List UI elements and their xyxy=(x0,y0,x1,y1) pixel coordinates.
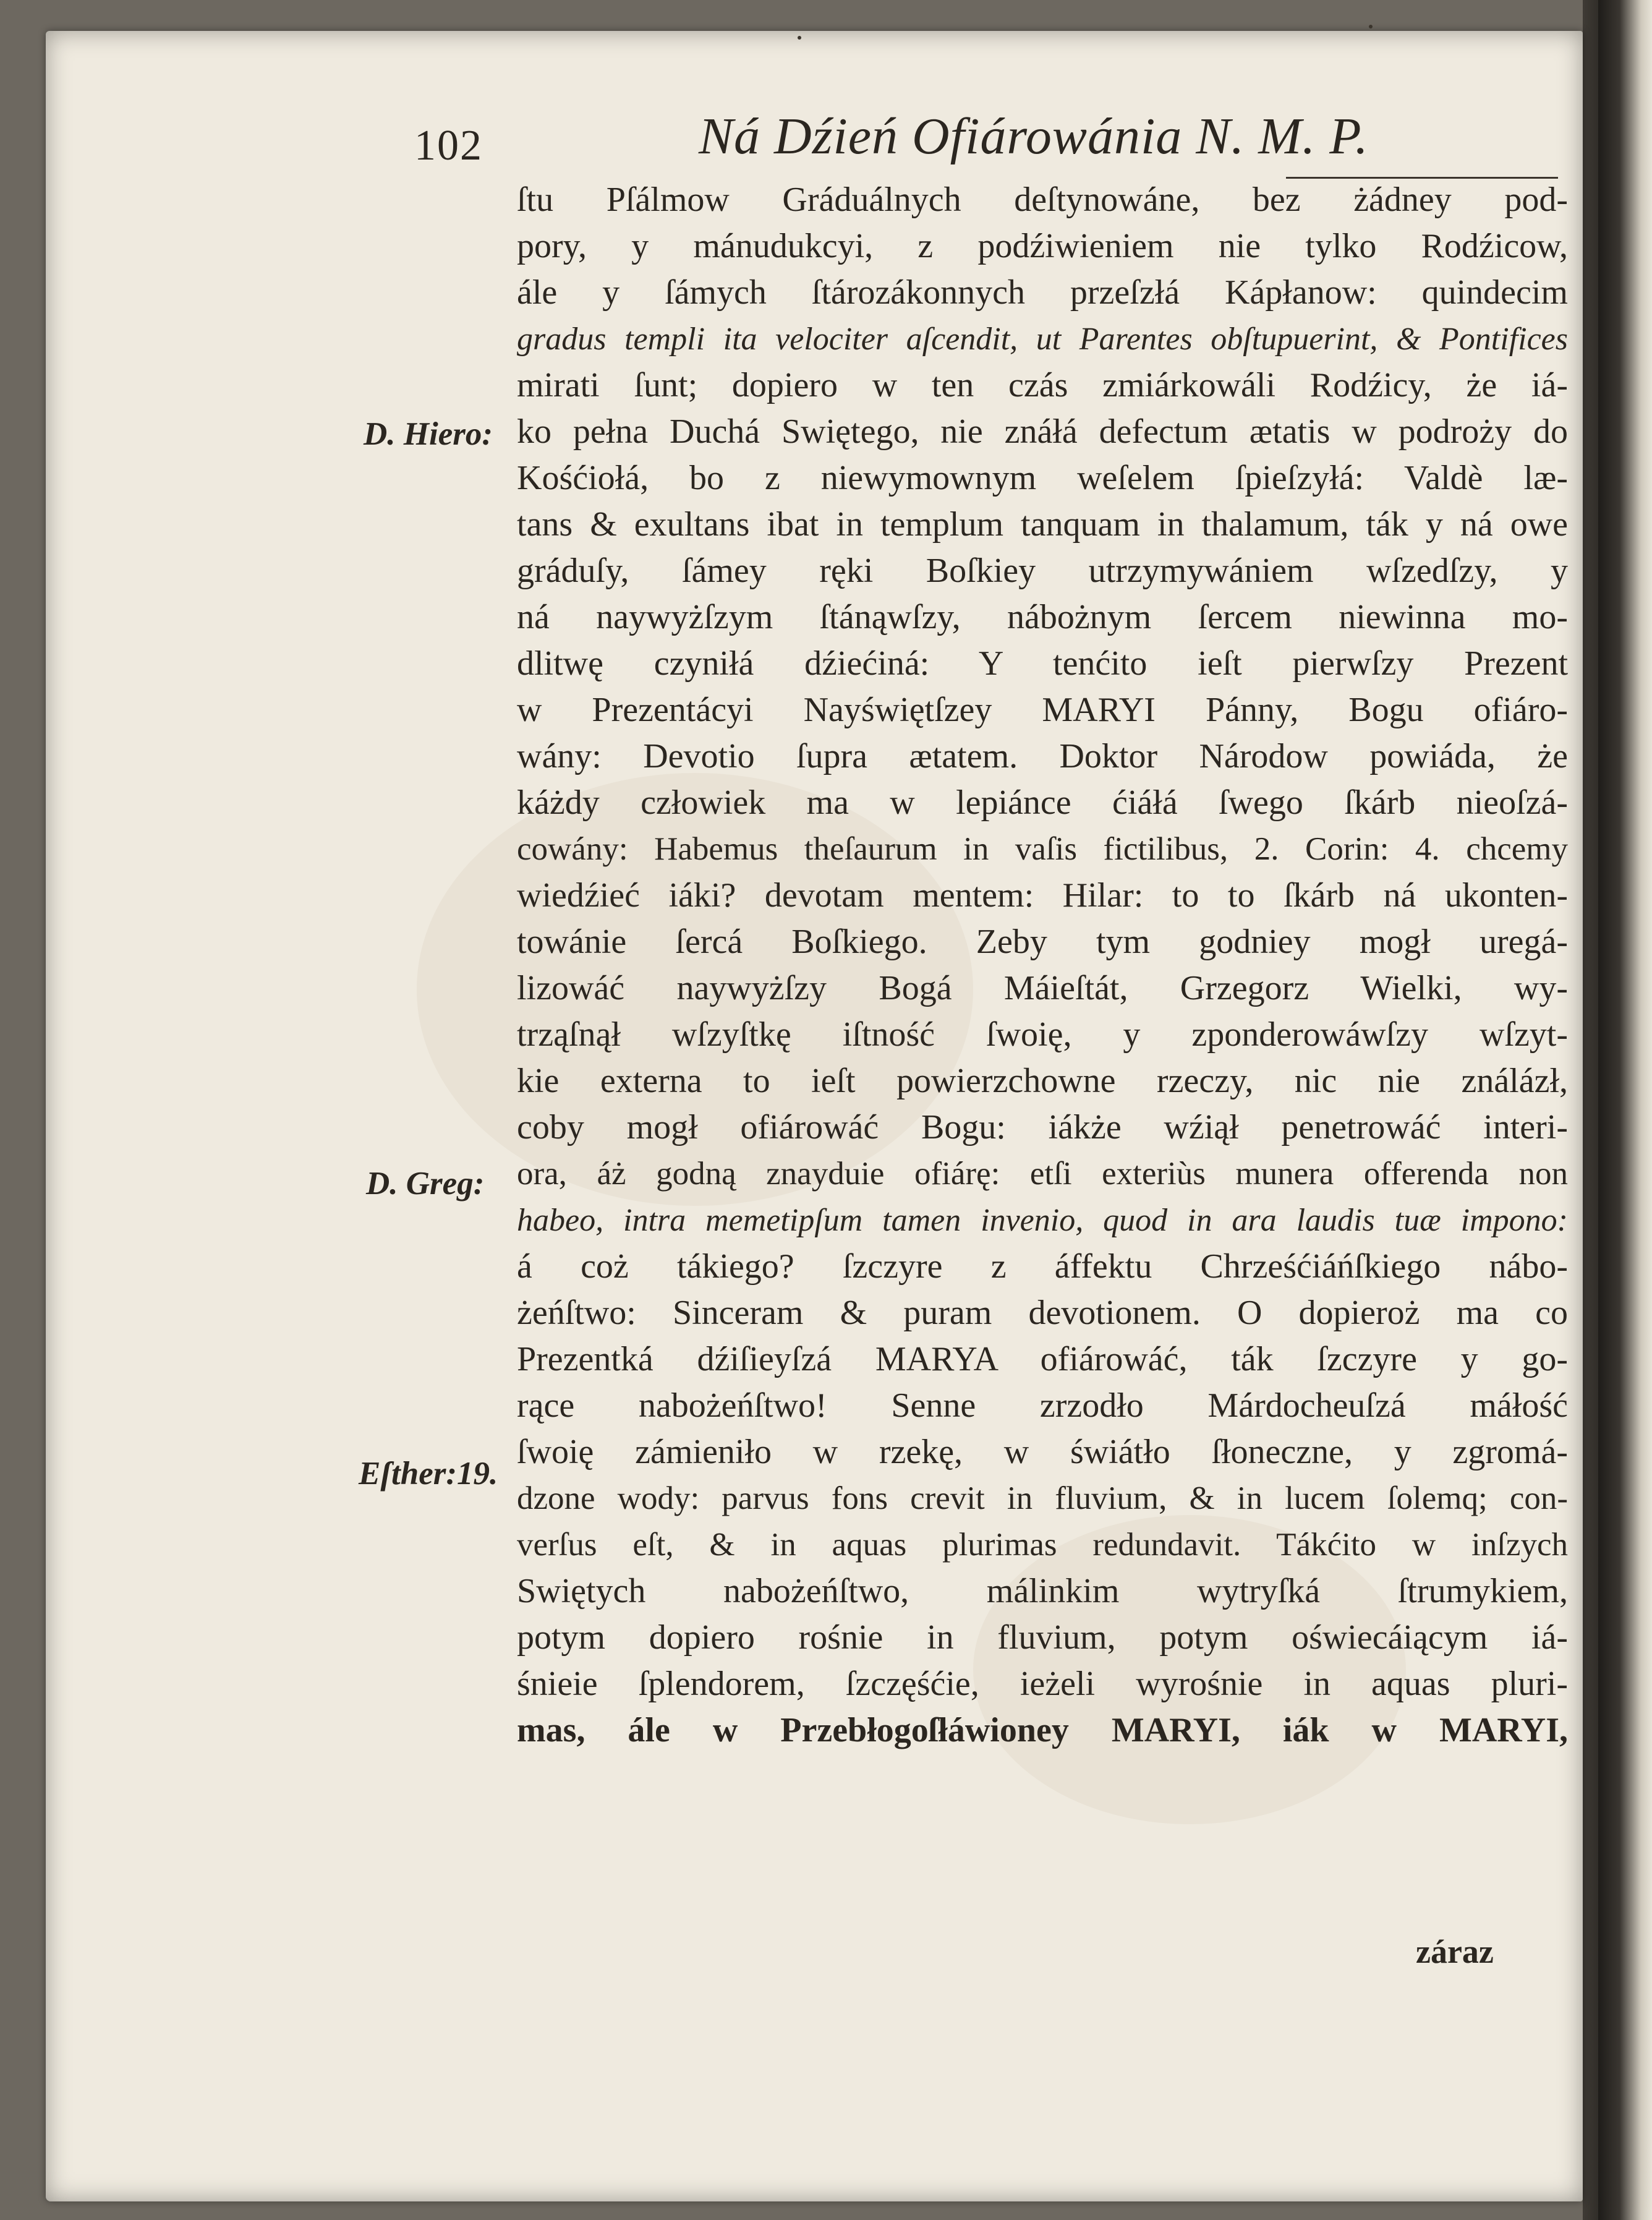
text-line: coby mogł ofiárowáć Bogu: iákże wźiął penetrowáć interi- xyxy=(517,1108,1568,1146)
margin-note-greg: D. Greg: xyxy=(366,1166,485,1202)
text-line: gráduſy, ſámey ręki Boſkiey utrzymywániem wſzedſzy, y xyxy=(517,552,1568,590)
margin-note-esther: Eſther:19. xyxy=(359,1456,498,1492)
text-line: dzone wody: parvus fons crevit in fluvium, & in lucem ſolemq; con- xyxy=(517,1480,1568,1516)
facing-page-edge xyxy=(1598,0,1652,2220)
text-line: káżdy człowiek ma w lepiánce ćiáłá ſwego ſkárb nieoſzá- xyxy=(517,783,1568,822)
text-line: wiedźieć iáki? devotam mentem: Hilar: to to ſkárb ná ukonten- xyxy=(517,876,1568,915)
text-line: tans & exultans ibat in templum tanquam in thalamum, ták y ná owe xyxy=(517,505,1568,544)
body-text xyxy=(517,177,1568,1754)
text-line: Kośćiołá, bo z niewymownym weſelem ſpieſzyłá: Valdè læ- xyxy=(517,459,1568,497)
text-line: gradus templi ita velociter aſcendit, ut Parentes obſtupuerint, & Pontifices xyxy=(517,322,1568,357)
text-line: ále y ſámych ſtározákonnych przeſzłá Kápłanow: quindecim xyxy=(517,273,1568,312)
catchword: záraz xyxy=(1416,1933,1494,1970)
text-line: Swiętych nabożeńſtwo, málinkim wytryſká ſtrumykiem, xyxy=(517,1572,1568,1610)
text-line: mirati ſunt; dopiero w ten czás zmiárkowáli Rodźicy, że iá- xyxy=(517,366,1568,404)
text-line: ná naywyżſzym ſtánąwſzy, nábożnym ſercem niewinna mo- xyxy=(517,598,1568,636)
text-line: mas, ále w Przebłogoſłáwioney MARYI, iák w MARYI, xyxy=(517,1711,1568,1749)
text-line: Prezentká dźiſieyſzá MARYA ofiárowáć, ták ſzczyre y go- xyxy=(517,1340,1568,1378)
text-line: potym dopiero rośnie in fluvium, potym oświecáiącym iá- xyxy=(517,1618,1568,1657)
text-line: ko pełna Duchá Swiętego, nie znáłá defectum ætatis w podroży do xyxy=(517,412,1568,451)
margin-note-hiero: D. Hiero: xyxy=(364,416,493,452)
text-line: kie externa to ieſt powierzchowne rzeczy, nic nie ználázł, xyxy=(517,1062,1568,1100)
text-line: śnieie ſplendorem, ſzczęśćie, ieżeli wyrośnie in aquas pluri- xyxy=(517,1665,1568,1703)
text-line: á coż tákiego? ſzczyre z áffektu Chrześćiáńſkiego nábo- xyxy=(517,1247,1568,1286)
text-line: dlitwę czyniłá dźiećiná: Y tenćito ieſt pierwſzy Prezent xyxy=(517,644,1568,683)
text-line: wány: Devotio ſupra ætatem. Doktor Národow powiáda, że xyxy=(517,737,1568,775)
text-line: trząſnął wſzyſtkę iſtność ſwoię, y zponderowáwſzy wſzyt- xyxy=(517,1015,1568,1054)
ink-speck xyxy=(1369,25,1373,28)
running-head: Ná Dźień Ofiárowánia N. M. P. xyxy=(699,108,1369,165)
text-line: ſtu Pſálmow Gráduálnych deſtynowáne, bez żádney pod- xyxy=(517,181,1568,219)
text-line: ora, áż godną znayduie ofiárę: etſi exteriùs munera offerenda non xyxy=(517,1156,1568,1192)
ink-speck xyxy=(798,36,801,40)
text-line: cowány: Habemus theſaurum in vaſis fictilibus, 2. Corin: 4. chcemy xyxy=(517,831,1568,867)
page-number: 102 xyxy=(414,122,483,169)
text-line: ſwoię zámieniło w rzekę, w świátło ſłoneczne, y zgromá- xyxy=(517,1433,1568,1471)
text-line: żeńſtwo: Sinceram & puram devotionem. O dopieroż ma co xyxy=(517,1294,1568,1332)
text-line: towánie ſercá Boſkiego. Zeby tym godniey mogł uregá- xyxy=(517,923,1568,961)
text-line: w Prezentácyi Nayświętſzey MARYI Pánny, Bogu ofiáro- xyxy=(517,691,1568,729)
text-line: habeo, intra memetipſum tamen invenio, quod in ara laudis tuæ impono: xyxy=(517,1203,1568,1238)
text-line: lizowáć naywyżſzy Bogá Máieſtát, Grzegorz Wielki, wy- xyxy=(517,969,1568,1007)
text-line: verſus eſt, & in aquas plurimas redundavit. Tákćito w inſzych xyxy=(517,1527,1568,1563)
text-line: rące nabożeńſtwo! Senne zrzodło Márdocheuſzá máłość xyxy=(517,1386,1568,1425)
text-line: pory, y mánudukcyi, z podźiwieniem nie tylko Rodźicow, xyxy=(517,227,1568,265)
